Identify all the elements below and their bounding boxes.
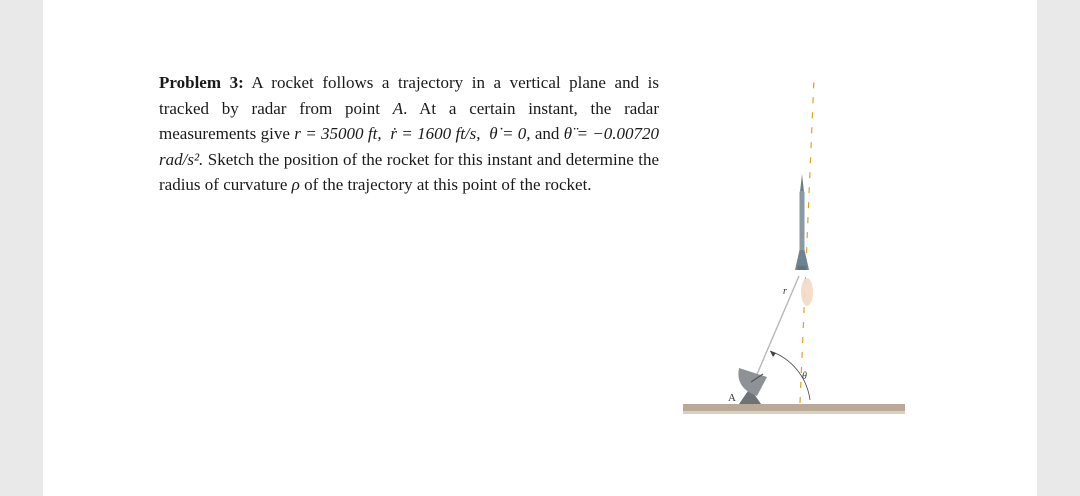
problem-heading: Problem 3: <box>159 73 244 92</box>
point-A-label: A <box>728 392 736 404</box>
ground-shadow <box>683 411 905 414</box>
problem-text-2: . At a certain instant, the radar measurements give <box>159 98 659 144</box>
radar-bowl <box>738 368 767 396</box>
rocket-radar-figure <box>673 70 913 426</box>
problem-text-4: Sketch the position of the rocket for this instant and determine the radius of curvature <box>159 149 659 195</box>
rocket-band <box>798 266 806 270</box>
r-value: r = 35000 ft, <box>294 124 382 144</box>
r-label: r <box>783 286 787 297</box>
problem-statement <box>159 70 659 198</box>
point-label: A <box>392 98 404 118</box>
problem-text-1: A rocket follows a trajectory in a vertical plane and is tracked by radar from point <box>159 73 660 118</box>
thetaddot-value: θ̈ = −0.00720 rad/s². <box>159 124 660 169</box>
document-page <box>43 0 1037 496</box>
rdot-value: ṙ = 1600 ft/s, <box>390 124 481 144</box>
rocket <box>795 174 809 270</box>
problem-paragraph <box>159 70 659 198</box>
theta-label: θ <box>802 371 807 382</box>
exhaust-plume <box>801 278 813 306</box>
problem-text-5: of the trajectory at this point of the rocket. <box>299 175 592 195</box>
radar-dish <box>738 368 767 404</box>
thetadot-value: θ̇ = 0, <box>489 124 531 144</box>
rho-symbol: ρ <box>291 175 300 195</box>
problem-text-3: and <box>530 124 564 144</box>
rocket-nose <box>800 174 804 192</box>
ground <box>683 404 905 411</box>
